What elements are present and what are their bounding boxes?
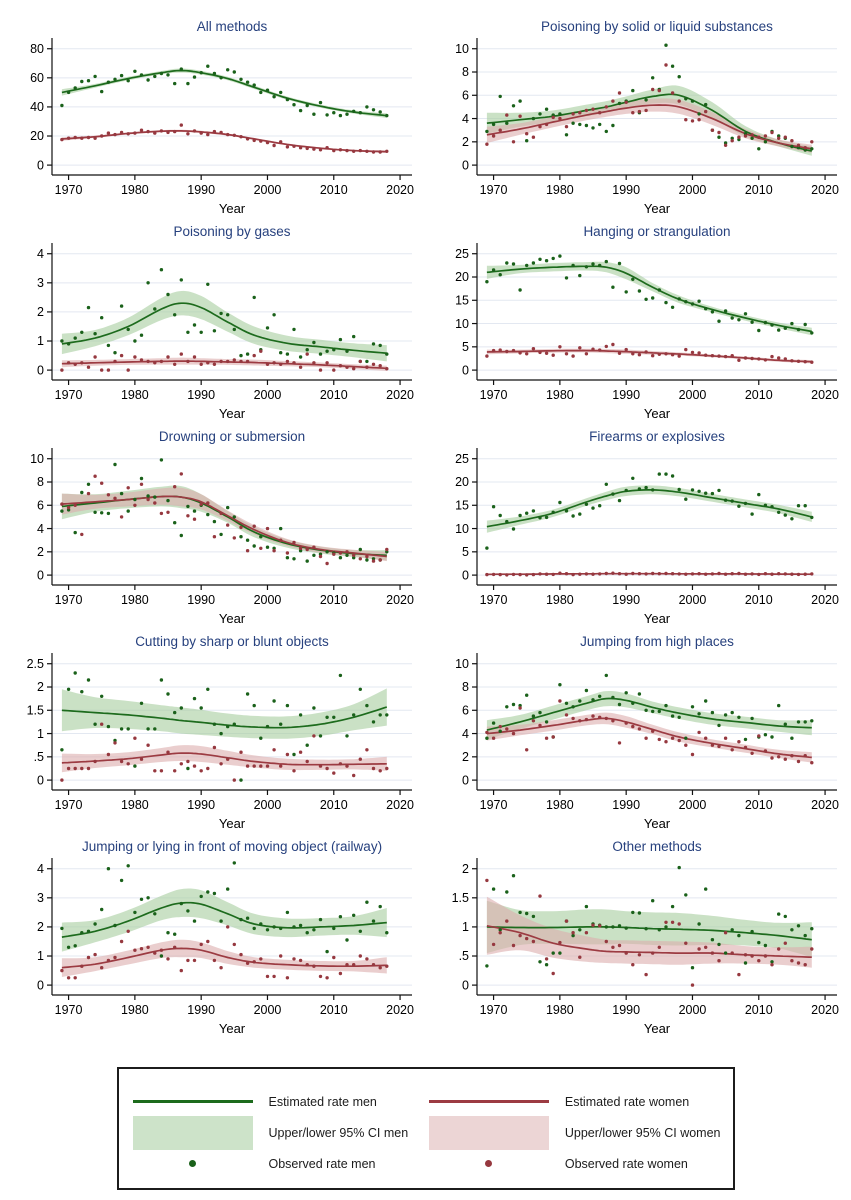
- svg-text:0: 0: [37, 978, 44, 993]
- svg-text:0: 0: [37, 158, 44, 173]
- svg-text:2020: 2020: [386, 1003, 414, 1017]
- svg-text:2000: 2000: [253, 388, 282, 402]
- x-axis-label: Year: [643, 406, 671, 421]
- svg-text:6: 6: [462, 703, 469, 718]
- svg-text:2010: 2010: [319, 183, 348, 197]
- legend-item-ci-men: [133, 1114, 423, 1151]
- chart-canvas-firearms-explosives: [425, 426, 850, 631]
- svg-text:10: 10: [455, 521, 469, 536]
- svg-text:2020: 2020: [811, 183, 839, 197]
- legend-item-estimated-women: [429, 1089, 721, 1114]
- svg-text:1990: 1990: [612, 388, 641, 402]
- svg-text:2010: 2010: [744, 798, 773, 812]
- svg-text:4: 4: [462, 726, 469, 741]
- svg-text:2000: 2000: [253, 183, 282, 197]
- svg-text:10: 10: [455, 41, 469, 56]
- svg-text:2010: 2010: [319, 388, 348, 402]
- x-axis-label: Year: [218, 201, 246, 216]
- chart-poisoning-gases: [0, 221, 425, 426]
- svg-text:1990: 1990: [187, 388, 216, 402]
- observed-women-dot-swatch: [485, 1160, 492, 1167]
- chart-canvas-poisoning-solid-liquid: [425, 16, 850, 221]
- svg-text:3: 3: [37, 276, 44, 291]
- observed-dots-women: [60, 123, 388, 153]
- svg-text:2: 2: [462, 861, 469, 876]
- svg-text:2010: 2010: [319, 798, 348, 812]
- svg-text:1980: 1980: [545, 1003, 574, 1017]
- ci-women-band-swatch: [429, 1116, 549, 1150]
- observed-men-dot-swatch: [189, 1160, 196, 1167]
- svg-text:2020: 2020: [386, 593, 414, 607]
- chart-cutting-sharp-blunt: [0, 631, 425, 836]
- svg-text:1990: 1990: [187, 593, 216, 607]
- x-axis-label: Year: [218, 816, 246, 831]
- svg-text:20: 20: [30, 129, 44, 144]
- axes: [455, 448, 839, 607]
- estimated-women-line-swatch: [429, 1100, 549, 1103]
- svg-text:2020: 2020: [386, 183, 414, 197]
- legend-column-men: [133, 1089, 423, 1176]
- svg-text:1980: 1980: [120, 183, 149, 197]
- x-axis-label: Year: [218, 1021, 246, 1036]
- chart-canvas-railway-jumping: [0, 836, 425, 1041]
- svg-text:2000: 2000: [678, 388, 707, 402]
- charts-grid: [0, 16, 851, 1041]
- svg-text:4: 4: [37, 246, 44, 261]
- x-axis-label: Year: [643, 201, 671, 216]
- svg-text:8: 8: [37, 475, 44, 490]
- svg-text:8: 8: [462, 680, 469, 695]
- legend-label-observed-men: Observed rate men: [268, 1156, 376, 1171]
- svg-text:4: 4: [462, 111, 469, 126]
- svg-text:1990: 1990: [187, 798, 216, 812]
- svg-text:2: 2: [462, 135, 469, 150]
- svg-text:5: 5: [462, 545, 469, 560]
- svg-text:1990: 1990: [612, 183, 641, 197]
- svg-text:2000: 2000: [253, 798, 282, 812]
- svg-text:1970: 1970: [479, 388, 508, 402]
- chart-canvas-hanging-strangulation: [425, 221, 850, 426]
- svg-text:2010: 2010: [319, 593, 348, 607]
- svg-text:1970: 1970: [479, 593, 508, 607]
- x-axis-label: Year: [218, 406, 246, 421]
- ci-men-band-swatch: [133, 1116, 253, 1150]
- chart-railway-jumping: [0, 836, 425, 1041]
- svg-text:1970: 1970: [54, 593, 83, 607]
- svg-text:1980: 1980: [545, 798, 574, 812]
- svg-text:2010: 2010: [744, 593, 773, 607]
- svg-text:2000: 2000: [253, 593, 282, 607]
- svg-text:2: 2: [37, 545, 44, 560]
- chart-title: Cutting by sharp or blunt objects: [135, 634, 329, 649]
- svg-text:1980: 1980: [120, 798, 149, 812]
- svg-text:1980: 1980: [545, 183, 574, 197]
- svg-text:1: 1: [37, 726, 44, 741]
- svg-text:4: 4: [37, 861, 44, 876]
- svg-text:15: 15: [455, 293, 469, 308]
- chart-title: Drowning or submersion: [158, 429, 306, 444]
- svg-text:4: 4: [37, 521, 44, 536]
- svg-text:2010: 2010: [744, 388, 773, 402]
- svg-text:10: 10: [30, 451, 44, 466]
- chart-canvas-jumping-high-places: [425, 631, 850, 836]
- legend-column-women: [429, 1089, 721, 1176]
- svg-text:.5: .5: [33, 750, 44, 765]
- svg-text:1990: 1990: [612, 1003, 641, 1017]
- y-gridlines: [52, 49, 412, 165]
- svg-text:20: 20: [455, 475, 469, 490]
- legend: [117, 1067, 735, 1190]
- chart-jumping-high-places: [425, 631, 851, 836]
- x-axis-label: Year: [643, 1021, 671, 1036]
- svg-text:1990: 1990: [612, 593, 641, 607]
- chart-hanging-strangulation: [425, 221, 851, 426]
- svg-text:2: 2: [37, 305, 44, 320]
- legend-label-ci-men: Upper/lower 95% CI men: [268, 1125, 409, 1140]
- chart-title: Jumping from high places: [580, 634, 734, 649]
- chart-other-methods: [425, 836, 851, 1041]
- svg-text:1970: 1970: [479, 1003, 508, 1017]
- chart-title: Other methods: [612, 839, 702, 854]
- x-axis-label: Year: [643, 816, 671, 831]
- svg-text:1970: 1970: [54, 388, 83, 402]
- svg-text:2000: 2000: [678, 798, 707, 812]
- svg-text:0: 0: [37, 773, 44, 788]
- legend-item-observed-women: [429, 1151, 721, 1176]
- svg-text:1.5: 1.5: [26, 703, 44, 718]
- legend-label-observed-women: Observed rate women: [564, 1156, 688, 1171]
- chart-canvas-drowning-submersion: [0, 426, 425, 631]
- chart-all-methods: [0, 16, 425, 221]
- svg-text:1980: 1980: [120, 593, 149, 607]
- svg-text:1.5: 1.5: [451, 891, 469, 906]
- svg-text:3: 3: [37, 891, 44, 906]
- svg-text:1970: 1970: [54, 798, 83, 812]
- svg-text:1970: 1970: [54, 1003, 83, 1017]
- svg-text:6: 6: [462, 88, 469, 103]
- svg-text:2010: 2010: [319, 1003, 348, 1017]
- svg-text:2: 2: [462, 750, 469, 765]
- svg-text:2020: 2020: [386, 388, 414, 402]
- chart-canvas-poisoning-gases: [0, 221, 425, 426]
- svg-text:2: 2: [37, 680, 44, 695]
- svg-text:1980: 1980: [545, 593, 574, 607]
- legend-label-estimated-women: Estimated rate women: [564, 1094, 690, 1109]
- svg-text:0: 0: [462, 363, 469, 378]
- chart-canvas-all-methods: [0, 16, 425, 221]
- chart-canvas-cutting-sharp-blunt: [0, 631, 425, 836]
- svg-text:1970: 1970: [479, 798, 508, 812]
- chart-title: Firearms or explosives: [589, 429, 725, 444]
- svg-text:2000: 2000: [253, 1003, 282, 1017]
- legend-label-ci-women: Upper/lower 95% CI women: [564, 1125, 721, 1140]
- svg-text:2020: 2020: [811, 388, 839, 402]
- svg-text:15: 15: [455, 498, 469, 513]
- chart-title: Hanging or strangulation: [583, 224, 731, 239]
- svg-text:2.5: 2.5: [26, 656, 44, 671]
- svg-text:10: 10: [455, 316, 469, 331]
- svg-text:0: 0: [462, 568, 469, 583]
- svg-text:80: 80: [30, 41, 44, 56]
- svg-text:0: 0: [37, 363, 44, 378]
- chart-drowning-submersion: [0, 426, 425, 631]
- svg-text:1970: 1970: [479, 183, 508, 197]
- svg-text:2020: 2020: [811, 593, 839, 607]
- x-axis-label: Year: [643, 611, 671, 626]
- chart-firearms-explosives: [425, 426, 851, 631]
- svg-text:1970: 1970: [54, 183, 83, 197]
- svg-text:2010: 2010: [744, 1003, 773, 1017]
- legend-item-observed-men: [133, 1151, 423, 1176]
- chart-title: Poisoning by gases: [173, 224, 291, 239]
- svg-text:1980: 1980: [120, 1003, 149, 1017]
- svg-text:60: 60: [30, 71, 44, 86]
- svg-text:1: 1: [37, 334, 44, 349]
- chart-title: Jumping or lying in front of moving object (railway): [81, 839, 383, 854]
- svg-text:2020: 2020: [811, 1003, 839, 1017]
- svg-text:2000: 2000: [678, 593, 707, 607]
- svg-text:1990: 1990: [612, 798, 641, 812]
- svg-text:40: 40: [30, 100, 44, 115]
- svg-text:2: 2: [37, 920, 44, 935]
- legend-item-estimated-men: [133, 1089, 423, 1114]
- x-axis-label: Year: [218, 611, 246, 626]
- chart-title: All methods: [196, 19, 268, 34]
- svg-text:1: 1: [37, 949, 44, 964]
- chart-title: Poisoning by solid or liquid substances: [541, 19, 773, 34]
- svg-text:2020: 2020: [386, 798, 414, 812]
- svg-text:0: 0: [462, 978, 469, 993]
- svg-text:2000: 2000: [678, 183, 707, 197]
- svg-text:0: 0: [462, 158, 469, 173]
- svg-text:2010: 2010: [744, 183, 773, 197]
- chart-canvas-other-methods: [425, 836, 850, 1041]
- svg-text:2020: 2020: [811, 798, 839, 812]
- axes: [30, 448, 414, 607]
- svg-text:20: 20: [455, 270, 469, 285]
- svg-text:0: 0: [462, 773, 469, 788]
- svg-text:6: 6: [37, 498, 44, 513]
- legend-label-estimated-men: Estimated rate men: [268, 1094, 377, 1109]
- legend-item-ci-women: [429, 1114, 721, 1151]
- svg-text:25: 25: [455, 451, 469, 466]
- svg-text:1990: 1990: [187, 1003, 216, 1017]
- svg-text:10: 10: [455, 656, 469, 671]
- svg-text:0: 0: [37, 568, 44, 583]
- svg-text:5: 5: [462, 340, 469, 355]
- svg-text:1: 1: [462, 920, 469, 935]
- svg-text:1990: 1990: [187, 183, 216, 197]
- svg-text:25: 25: [455, 246, 469, 261]
- svg-text:8: 8: [462, 65, 469, 80]
- chart-poisoning-solid-liquid: [425, 16, 851, 221]
- svg-text:1980: 1980: [545, 388, 574, 402]
- axes: [30, 38, 414, 197]
- svg-text:2000: 2000: [678, 1003, 707, 1017]
- estimated-men-line-swatch: [133, 1100, 253, 1103]
- observed-dots-men: [485, 472, 813, 549]
- svg-text:1980: 1980: [120, 388, 149, 402]
- svg-text:.5: .5: [458, 949, 469, 964]
